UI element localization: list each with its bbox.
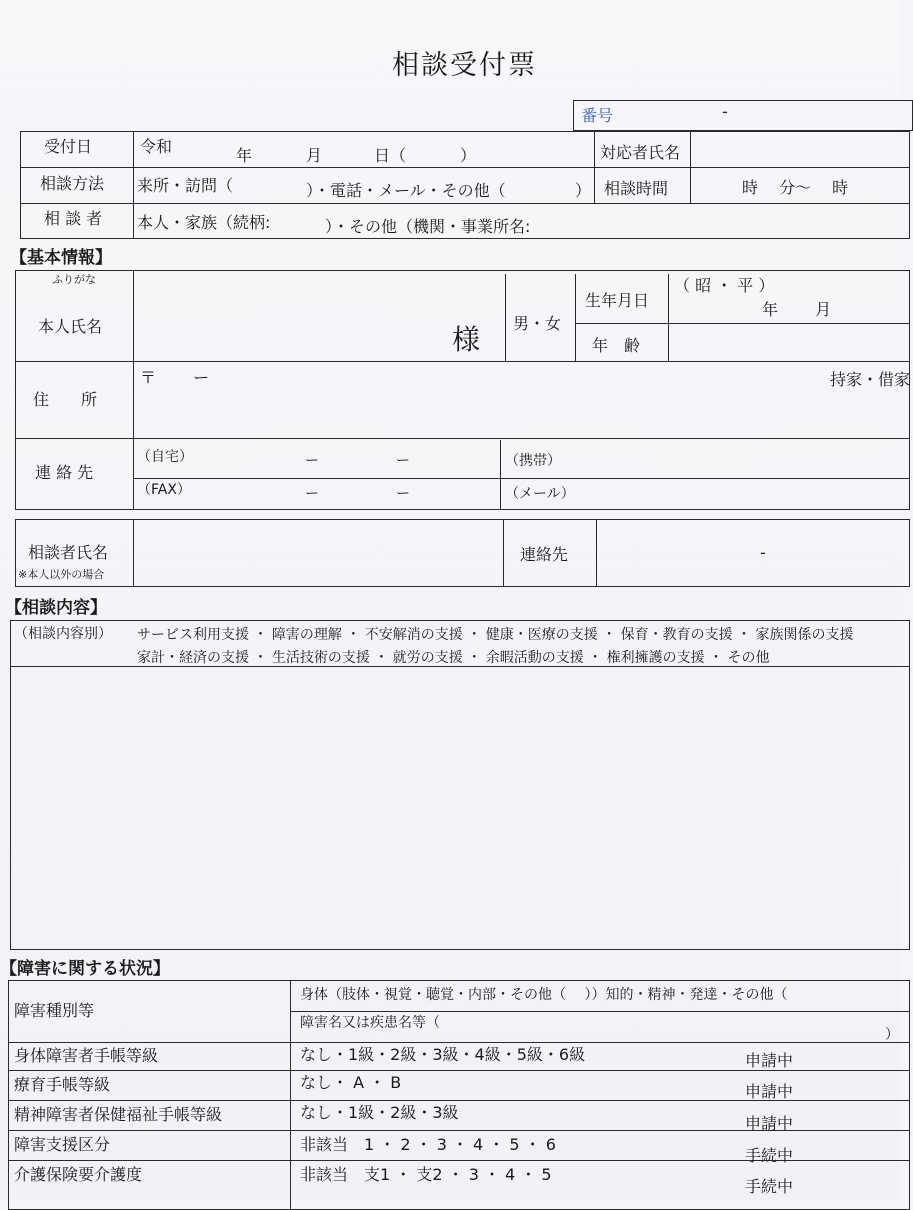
consulter-note: ※本人以外の場合 [18,568,105,581]
content-category-line1[interactable]: サービス利用支援 ・ 障害の理解 ・ 不安解消の支援 ・ 健康・医療の支援 ・ 保育・教育の支援 ・ 家族関係の支援 [137,627,854,643]
birth-label: 生年月日 [585,291,650,310]
contact-label: 連 絡 先 [35,463,94,482]
home-dash-1: ー [305,453,319,469]
era-options[interactable]: （ 昭 ・ 平 ） [674,276,775,295]
time-label: 相談時間 [604,179,669,198]
physical-grade-label: 身体障害者手帳等級 [14,1046,159,1065]
address-label: 住 所 [33,390,98,409]
consulter-family: 本人・家族（続柄: [137,213,271,232]
method-other: ）・電話・メール・その他（ [306,181,506,200]
housing-options[interactable]: 持家・借家 [830,370,911,389]
name-label: 本人氏名 [38,317,103,336]
rehab-grade-options[interactable]: なし・ A ・ B [300,1073,402,1092]
content-category-label: （相談内容別） [14,626,112,642]
number-box[interactable] [573,100,913,131]
method-close: ） [575,181,592,200]
staff-name-field[interactable] [695,137,905,165]
consulter-contact-label: 連絡先 [520,545,569,564]
disease-name-label: 障害名又は疾患名等（ [300,1015,440,1031]
disease-name-close: ） [885,1027,899,1043]
form-title: 相談受付票 [392,50,537,81]
furigana-label: ふりがな [52,273,96,286]
fax-dash-1: ー [305,486,319,502]
consulter-name-field[interactable] [140,523,498,583]
method-label: 相談方法 [40,174,105,193]
reception-date-month: 月 [306,146,323,165]
basic-info-header: 【基本情報】 [10,248,112,268]
rehab-grade-label: 療育手帳等級 [14,1075,111,1094]
consulter-label: 相 談 者 [44,209,103,228]
birth-year-month: 年 月 [762,300,832,319]
staff-name-label: 対応者氏名 [600,143,681,162]
disability-type-options[interactable]: 身体（肢体・視覚・聴覚・内部・その他（ ））知的・精神・発達・その他（ [300,987,788,1003]
home-dash-2: ー [396,453,410,469]
reception-date-label: 受付日 [44,137,93,156]
sama-label: 様 [452,323,481,356]
reception-date-close: ） [460,146,477,165]
physical-grade-status[interactable]: 申請中 [745,1051,794,1070]
support-level-options[interactable]: 非該当 1 ・ 2 ・ 3 ・ 4 ・ 5 ・ 6 [300,1135,556,1154]
support-level-status[interactable]: 手続中 [745,1146,794,1165]
content-category-line2[interactable]: 家計・経済の支援 ・ 生活技術の支援 ・ 就労の支援 ・ 余暇活動の支援 ・ 権利擁護の支援 ・ その他 [137,650,770,666]
home-label: （自宅） [137,449,193,465]
fax-label: （FAX） [137,482,191,498]
disability-header: 【障害に関する状況】 [0,959,170,979]
physical-grade-options[interactable]: なし・1級・2級・3級・4級・5級・6級 [300,1045,586,1064]
care-level-label: 介護保険要介護度 [14,1165,143,1184]
method-visit: 来所・訪問（ [137,176,234,195]
rehab-grade-status[interactable]: 申請中 [745,1082,794,1101]
mobile-label: （携帯） [505,453,561,469]
consulter-name-label: 相談者氏名 [28,543,109,562]
reception-date-year: 年 [236,146,253,165]
disability-type-label: 障害種別等 [14,1001,95,1020]
consulter-contact-dash: - [760,543,766,562]
mail-label: （メール） [505,486,575,502]
time-value: 時 分～ 時 [742,178,849,197]
reception-date-day: 日（ [374,146,407,165]
content-textarea[interactable] [14,670,904,945]
postal-code[interactable]: 〒 ー [140,368,210,387]
mental-grade-label: 精神障害者保健福祉手帳等級 [14,1105,223,1124]
care-level-status[interactable]: 手続中 [745,1177,794,1196]
mental-grade-options[interactable]: なし・1級・2級・3級 [300,1103,459,1122]
name-field[interactable] [140,276,500,356]
sex-options[interactable]: 男・女 [513,314,562,333]
care-level-options[interactable]: 非該当 支1 ・ 支2 ・ 3 ・ 4 ・ 5 [300,1165,552,1184]
reception-date-era: 令和 [140,137,173,156]
age-label: 年 齢 [592,336,641,355]
mental-grade-status[interactable]: 申請中 [745,1114,794,1133]
number-label: 番号 [581,106,614,125]
fax-dash-2: ー [396,486,410,502]
number-value: - [722,102,728,121]
support-level-label: 障害支援区分 [14,1135,111,1154]
consulter-other: ）・その他（機関・事業所名: [325,217,531,236]
content-header: 【相談内容】 [5,598,107,618]
